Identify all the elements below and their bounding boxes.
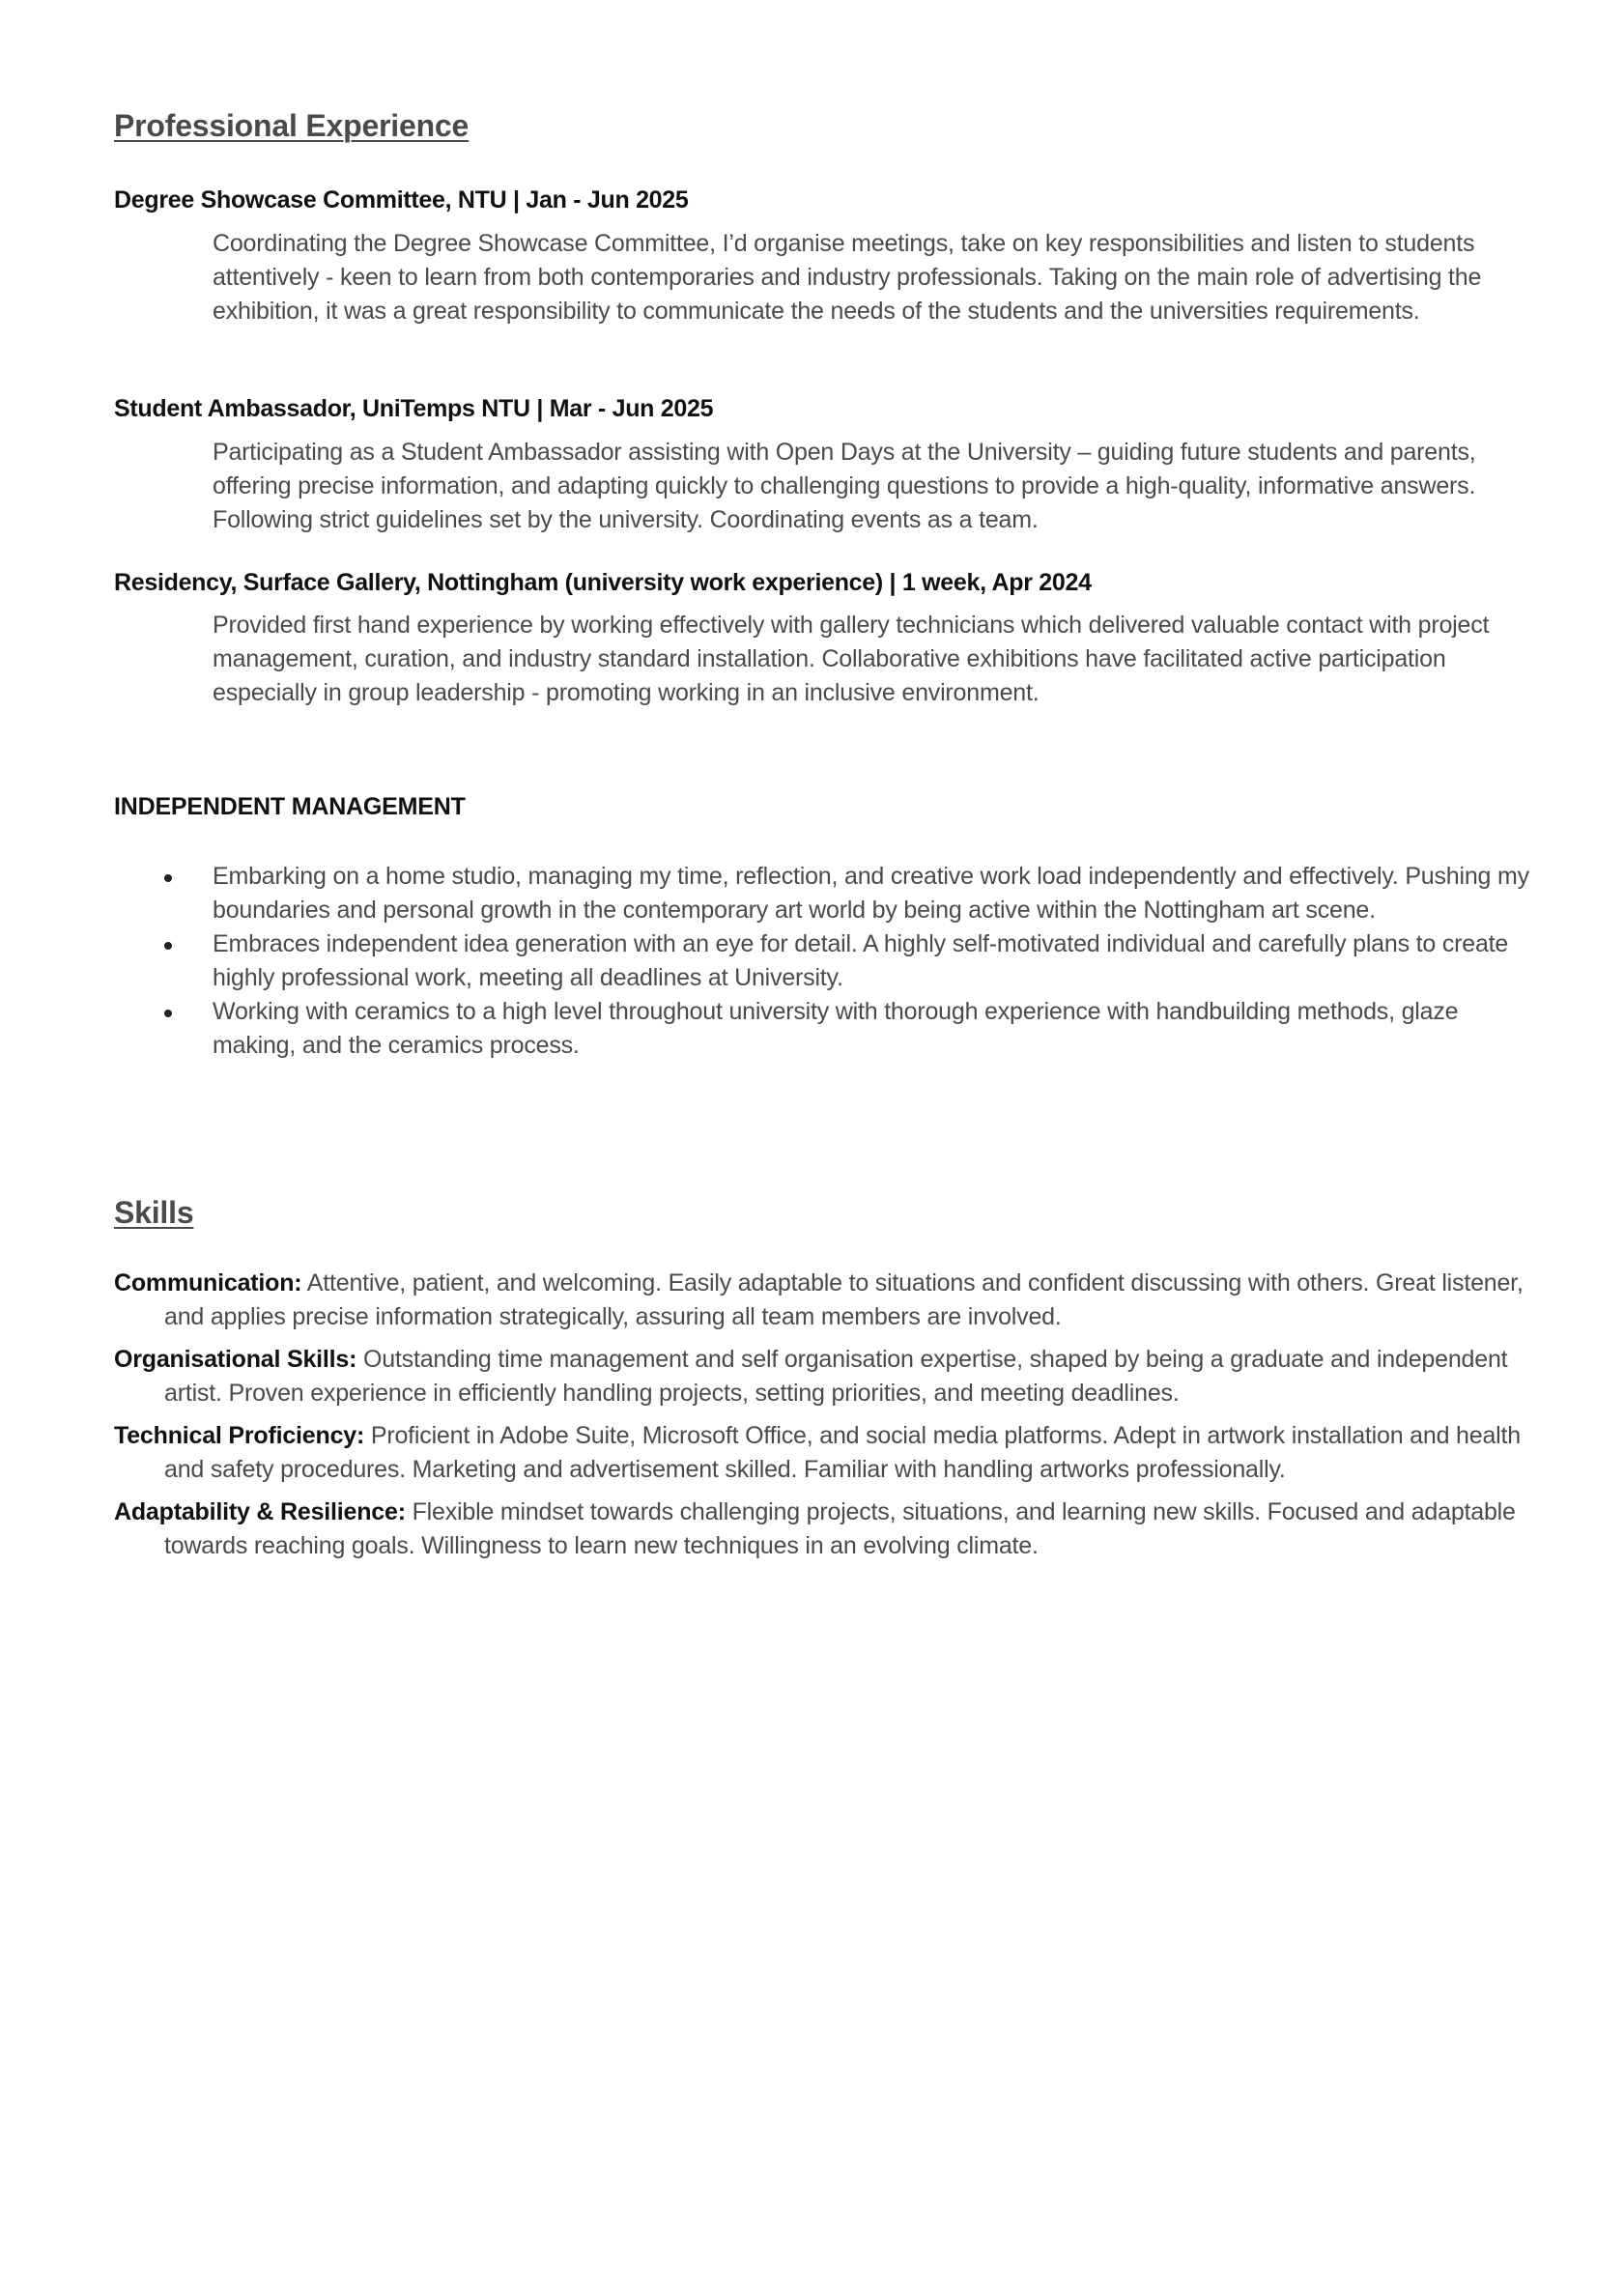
list-item-text: Embarking on a home studio, managing my time, reflection, and creative work load independently and effectively. Pushing my boundaries and personal growth in the contemporary art world by being active within the Nottingham art scene. — [213, 863, 1529, 924]
skill-label: Adaptability & Resilience: — [114, 1498, 406, 1525]
skills-heading: Skills — [114, 1195, 194, 1230]
skill-label: Organisational Skills: — [114, 1346, 357, 1373]
experience-entry-description: Provided first hand experience by working effectively with gallery technicians which delivered valuable contact with project management, curation, and industry standard installation. Collaborative exhibitions have facilitated active participation especially in group leadership - promoting working in an inclusive environment. — [213, 612, 1490, 706]
professional-experience-heading: Professional Experience — [114, 108, 470, 143]
list-item — [114, 995, 1534, 1063]
experience-entry-description: Participating as a Student Ambassador assisting with Open Days at the University – guiding future students and parents, offering precise information, and adapting quickly to challenging questions to provide a high-quality, informative answers. Following strict guidelines set by the university. Coordinating events as a team. — [213, 439, 1476, 533]
skill-item — [114, 1419, 1534, 1487]
list-item — [114, 927, 1534, 995]
skills-list — [114, 1267, 1534, 1572]
list-item-text: Working with ceramics to a high level throughout university with thorough experience with handbuilding methods, glaze making, and the ceramics process. — [213, 998, 1459, 1059]
bullet-icon — [164, 1010, 172, 1017]
skill-text: Flexible mindset towards challenging projects, situations, and learning new skills. Focused and adaptable towards reaching goals. Willingness to learn new techniques in an evolving climate. — [164, 1498, 1516, 1559]
experience-entry-title: Degree Showcase Committee, NTU | Jan - Jun 2025 — [114, 186, 689, 214]
skill-label: Technical Proficiency: — [114, 1422, 365, 1449]
independent-management-heading: INDEPENDENT MANAGEMENT — [114, 793, 466, 820]
list-item-text: Embraces independent idea generation with an eye for detail. A highly self-motivated individual and carefully plans to create highly professional work, meeting all deadlines at University. — [213, 930, 1509, 991]
skill-item — [114, 1267, 1534, 1334]
bullet-icon — [164, 942, 172, 950]
skill-text: Attentive, patient, and welcoming. Easily adaptable to situations and confident discussing with others. Great listener, and applies precise information strategically, assuring all team members are involved. — [164, 1269, 1524, 1330]
skill-item — [114, 1496, 1534, 1563]
skill-text: Outstanding time management and self organisation expertise, shaped by being a graduate and independent artist. Proven experience in efficiently handling projects, setting priorities, and meeting deadlines. — [164, 1346, 1508, 1407]
independent-management-list — [114, 860, 1534, 1063]
experience-entry-title: Student Ambassador, UniTemps NTU | Mar - Jun 2025 — [114, 395, 714, 422]
list-item — [114, 860, 1534, 927]
experience-entry-description: Coordinating the Degree Showcase Committee, I’d organise meetings, take on key responsibilities and listen to students attentively - keen to learn from both contemporaries and industry professionals. Taking on the main role of advertising the exhibition, it was a great responsibility to communicate the needs of the students and the universities requirements. — [213, 230, 1482, 325]
skill-text: Proficient in Adobe Suite, Microsoft Office, and social media platforms. Adept in artwork installation and health and safety procedures. Marketing and advertisement skilled. Familiar with handling artworks professionally. — [164, 1422, 1521, 1483]
skill-label: Communication: — [114, 1269, 302, 1296]
skill-item — [114, 1343, 1534, 1410]
experience-entry-title: Residency, Surface Gallery, Nottingham (university work experience) | 1 week, Apr 2024 — [114, 569, 1092, 596]
bullet-icon — [164, 874, 172, 882]
